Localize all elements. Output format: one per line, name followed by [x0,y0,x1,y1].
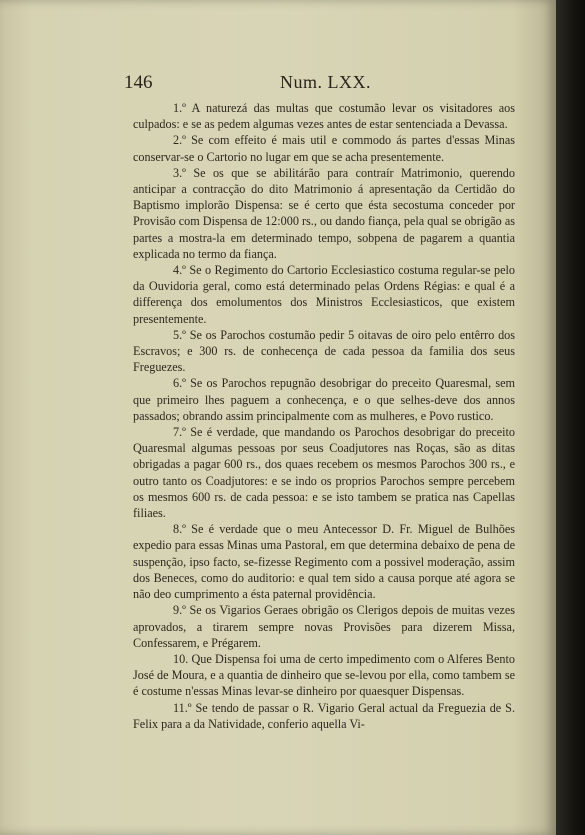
paragraph-item-10: 10. Que Dispensa foi uma de certo impedimento com o Alferes Bento José de Moura, e a quantia de dinheiro que se-levou por ella, como tambem se é costume n'essas Minas levar-se dinheiro por quaesquer Dispensas. [133,651,515,699]
paragraph-item-11: 11.º Se tendo de passar o R. Vigario Geral actual da Freguezia de S. Felix para a da Natividade, conferio aquella Vi- [133,700,515,731]
body-text [133,100,515,732]
paragraph-item-3: 3.º Se os que se abilitárão para contraír Matrimonio, querendo anticipar a contracção do dito Matrimonio á apresentação da Certidão do Baptismo implorão Dispensa: se é certo que ésta secostuma conceder por Provisão com Dispensa de 12:000 rs., ou dando fiança, pela qual se obrigão as partes a mostra-la em determinado tempo, sobpena de pagarem a quantia explicada no termo da fiança. [133,165,515,261]
page-header [124,72,516,96]
paragraph-item-7: 7.º Se é verdade, que mandando os Parochos desobrigar do preceito Quaresmal algumas pessoas por seus Coadjutores nas Roças, são as ditas obrigadas a pagar 600 rs., dos quaes recebem os mesmos Parochos 300 rs., e outro tanto os Coadjutores: e se indo os proprios Parochos sempre percebem os mesmos 600 rs. de cada pessoa: e se isto tambem se pratica nas Capellas filiaes. [133,425,515,521]
paragraph-item-6: 6.º Se os Parochos repugnão desobrigar do preceito Quaresmal, sem que primeiro lhes paguem a conhecença, e o que selhes-deve dos annos passados; obrando assim principalmente com as mulheres, e Povo rustico. [133,376,515,423]
paragraph-item-8: 8.º Se é verdade que o meu Antecessor D. Fr. Miguel de Bulhões expedio para essas Minas uma Pastoral, em que determina debaixo de pena de suspenção, ipso facto, se-fizesse Regimento com a possivel moderação, assim dos Beneces, como do auditorio: e qual tem sido a causa porque até agora se não deo cumprimento a ésta paternal providência. [133,522,515,602]
paragraph-item-5: 5.º Se os Parochos costumão pedir 5 oitavas de oiro pelo entêrro dos Escravos; e 300 rs. de conhecença de cada pessoa da familia dos seus Freguezes. [133,327,515,375]
page-number: 146 [124,72,153,93]
book-binding-edge [556,0,585,835]
paragraph-item-9: 9.º Se os Vigarios Geraes obrigão os Clerigos depois de muitas vezes aprovados, a tirarem sempre novas Provisões para dizerem Missa, Confessarem, e Prégarem. [133,603,515,650]
paragraph-item-2: 2.º Se com effeito é mais util e commodo ás partes d'essas Minas conservar-se o Cartorio no lugar em que se acha presentemente. [133,133,515,164]
paragraph-item-4: 4.º Se o Regimento do Cartorio Ecclesiastico costuma regular-se pelo da Ouvidoria geral, como está determinado pelas Ordens Régias: e qual é a differença dos emolumentos dos Ministros Ecclesiasticos, que existem presentemente. [133,263,515,326]
paragraph-item-1: 1.º A naturezá das multas que costumão levar os visitadores aos culpados: e se as pedem algumas vezes antes de estar sentenciada a Devassa. [133,101,515,132]
running-head: Num. LXX. [280,72,371,92]
